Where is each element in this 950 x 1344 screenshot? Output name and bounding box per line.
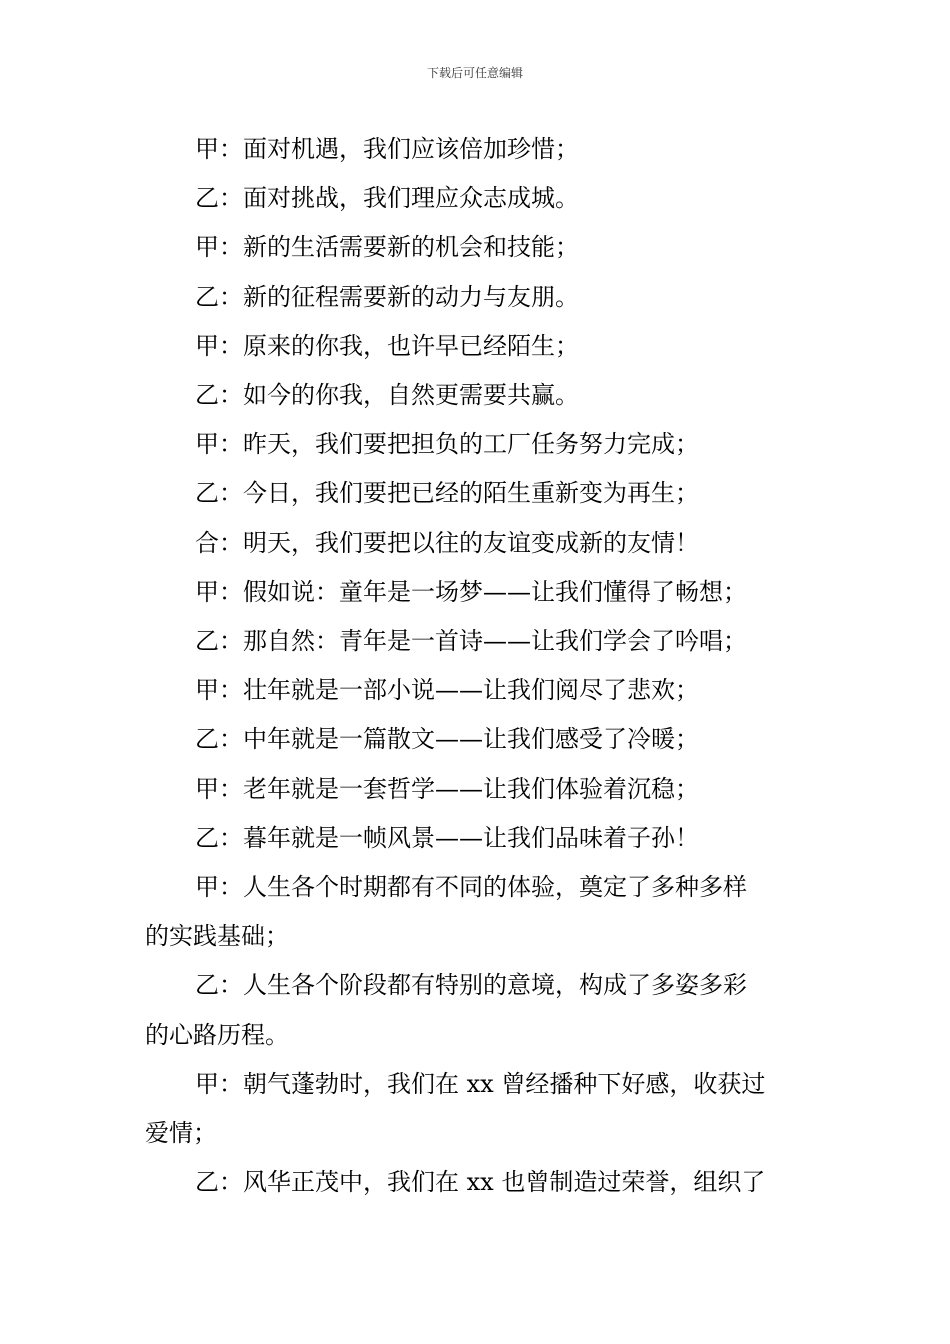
paragraph-line-first: 乙：风华正茂中，我们在 xx 也曾制造过荣誉，组织了	[195, 1168, 766, 1197]
dialogue-line: 乙：中年就是一篇散文——让我们感受了冷暖；	[195, 725, 699, 754]
dialogue-line: 乙：如今的你我，自然更需要共赢。	[195, 381, 579, 410]
paragraph-line-continued: 爱情；	[145, 1119, 217, 1148]
dialogue-line: 乙：新的征程需要新的动力与友朋。	[195, 282, 579, 311]
dialogue-line: 乙：那自然：青年是一首诗——让我们学会了吟唱；	[195, 627, 747, 656]
page-header: 下载后可任意编辑	[426, 66, 523, 80]
paragraph-line-first: 甲：朝气蓬勃时，我们在 xx 曾经播种下好感，收获过	[195, 1069, 766, 1098]
dialogue-paragraph	[145, 1060, 810, 1158]
dialogue-line: 乙：暮年就是一帧风景——让我们品味着子孙！	[195, 823, 699, 852]
dialogue-paragraph	[145, 1158, 810, 1207]
dialogue-line: 乙：面对挑战，我们理应众志成城。	[195, 184, 579, 213]
dialogue-line: 甲：面对机遇，我们应该倍加珍惜；	[195, 135, 579, 163]
dialogue-line: 甲：老年就是一套哲学——让我们体验着沉稳；	[195, 774, 699, 803]
dialogue-paragraph	[145, 961, 810, 1059]
dialogue-line: 甲：原来的你我，也许早已经陌生；	[195, 331, 579, 360]
dialogue-line: 甲：昨天，我们要把担负的工厂任务努力完成；	[195, 430, 699, 459]
document-body	[145, 125, 810, 1207]
paragraph-line-first: 乙：人生各个阶段都有特别的意境，构成了多姿多彩	[195, 971, 747, 1000]
paragraph-line-first: 甲：人生各个时期都有不同的体验，奠定了多种多样	[195, 873, 747, 902]
dialogue-line: 甲：假如说：童年是一场梦——让我们懂得了畅想；	[195, 577, 747, 606]
dialogue-line: 甲：壮年就是一部小说——让我们阅尽了悲欢；	[195, 676, 699, 705]
paragraph-line-continued: 的心路历程。	[145, 1020, 289, 1049]
dialogue-line: 乙：今日，我们要把已经的陌生重新变为再生；	[195, 479, 699, 508]
dialogue-line: 合：明天，我们要把以往的友谊变成新的友情！	[195, 528, 699, 557]
dialogue-line: 甲：新的生活需要新的机会和技能；	[195, 233, 579, 262]
paragraph-line-continued: 的实践基础；	[145, 922, 289, 951]
dialogue-paragraph	[145, 863, 810, 961]
